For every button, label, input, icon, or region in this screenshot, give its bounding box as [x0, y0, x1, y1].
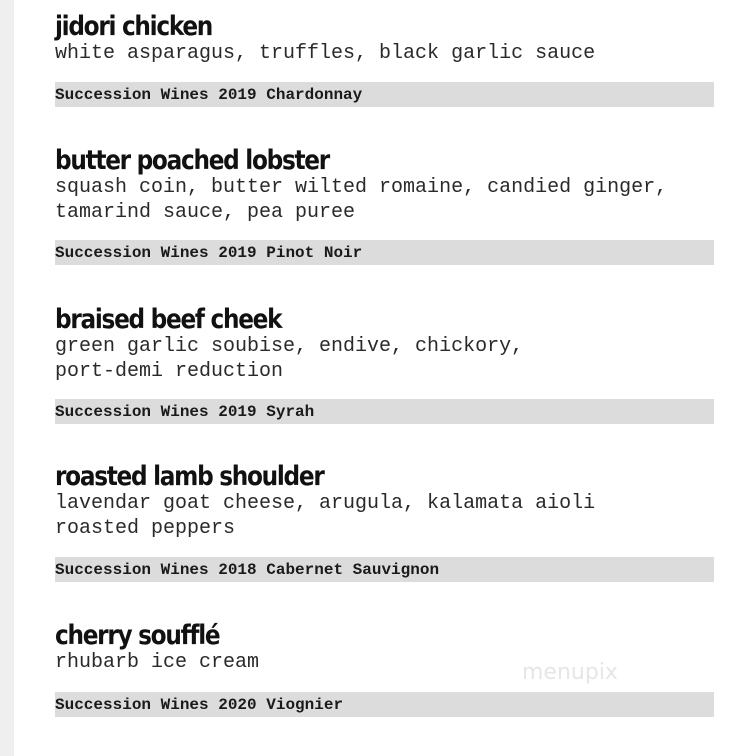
wine-pairing-band — [55, 240, 714, 265]
wine-pairing-band — [55, 82, 714, 107]
wine-pairing: Succession Wines 2019 Syrah — [55, 403, 315, 421]
wine-pairing-band — [55, 399, 714, 424]
dish-description: squash coin, butter wilted romaine, candied ginger, — [55, 176, 668, 199]
course-item — [55, 305, 715, 384]
page-edge — [0, 0, 14, 756]
dish-name: roasted lamb shoulder — [55, 461, 324, 492]
watermark-logo: menupix — [522, 660, 618, 685]
dish-description: lavendar goat cheese, arugula, kalamata aioli — [55, 492, 596, 515]
wine-pairing-band — [55, 557, 714, 582]
dish-name: cherry soufflé — [55, 620, 220, 651]
wine-pairing: Succession Wines 2020 Viognier — [55, 696, 344, 714]
dish-description: rhubarb ice cream — [55, 651, 260, 674]
course-item — [55, 12, 715, 67]
wine-pairing: Succession Wines 2019 Chardonnay — [55, 86, 363, 104]
dish-description: port-demi reduction — [55, 359, 284, 383]
wine-pairing: Succession Wines 2019 Pinot Noir — [55, 244, 363, 262]
course-item — [55, 462, 715, 541]
dish-description: roasted peppers — [55, 516, 236, 540]
wine-pairing: Succession Wines 2018 Cabernet Sauvignon — [55, 561, 440, 579]
dish-description: tamarind sauce, pea puree — [55, 200, 356, 224]
wine-pairing-band — [55, 692, 714, 717]
dish-name: jidori chicken — [55, 11, 213, 42]
dish-description: green garlic soubise, endive, chickory, — [55, 335, 524, 358]
dish-name: braised beef cheek — [55, 304, 282, 335]
dish-description: white asparagus, truffles, black garlic sauce — [55, 42, 596, 65]
dish-name: butter poached lobster — [55, 145, 329, 176]
course-item — [55, 146, 715, 225]
